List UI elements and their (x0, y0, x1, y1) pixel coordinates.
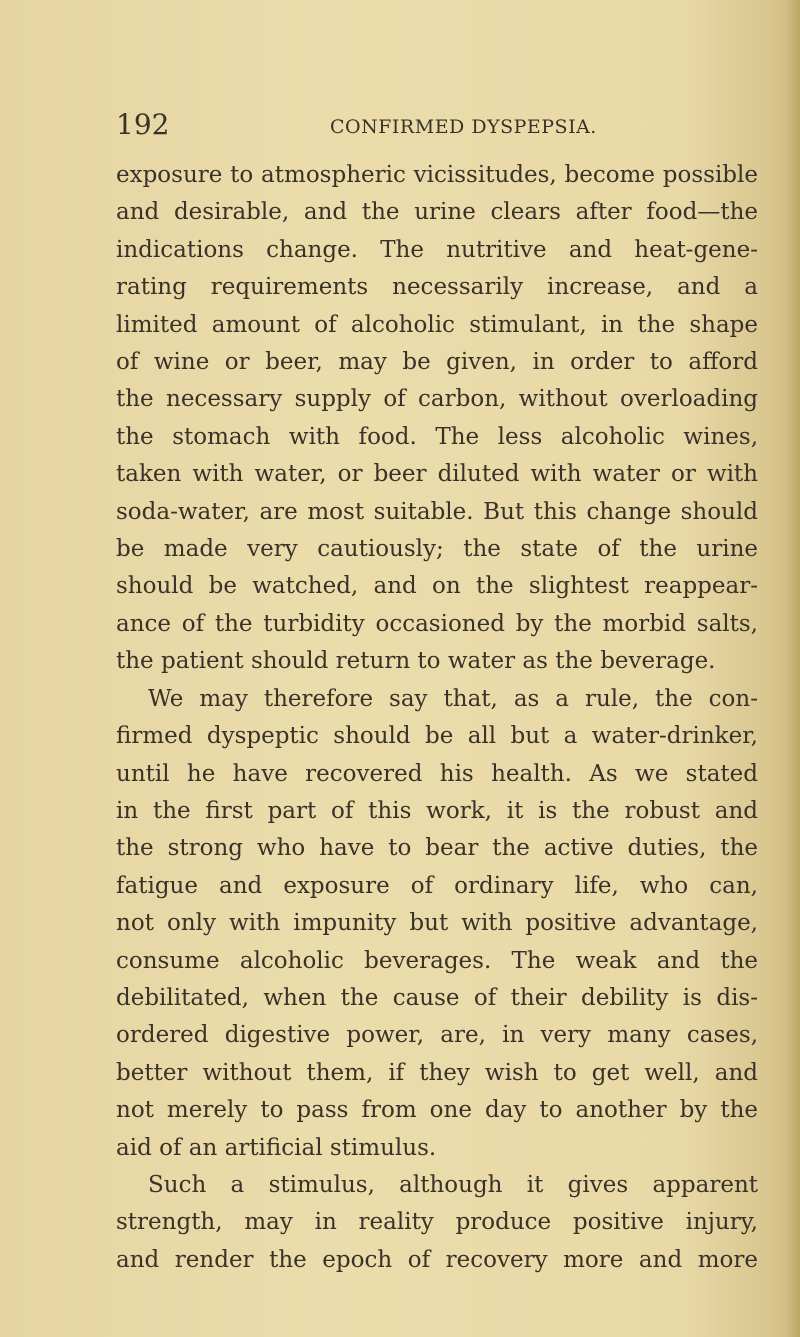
text-line: strength, may in reality produce positive injury, (116, 1209, 758, 1236)
text-line: taken with water, or beer diluted with water or with (116, 461, 758, 488)
text-line: ordered digestive power, are, in very many cases, (116, 1022, 758, 1049)
text-line: the stomach with food. The less alcoholic wines, (116, 423, 758, 450)
text-line: limited amount of alcoholic stimulant, in the shape (116, 311, 758, 338)
paragraph-start-line: We may therefore say that, as a rule, the con- (148, 685, 758, 712)
text-line: ance of the turbidity occasioned by the morbid salts, (116, 610, 758, 637)
text-line: indications change. The nutritive and heat-gene- (116, 236, 758, 263)
text-line: be made very cautiously; the state of the urine (116, 536, 758, 563)
body-text (116, 157, 758, 1279)
text-line: until he have recovered his health. As we stated (116, 760, 758, 787)
text-line: not only with impunity but with positive advantage, (116, 910, 758, 937)
running-title: CONFIRMED DYSPEPSIA. (330, 116, 597, 138)
text-line: firmed dyspeptic should be all but a water-drinker, (116, 723, 758, 750)
text-line: exposure to atmospheric vicissitudes, become possible (116, 162, 758, 188)
page-header (116, 105, 736, 145)
text-line: the necessary supply of carbon, without overloading (116, 386, 758, 413)
text-line: the strong who have to bear the active duties, the (116, 835, 758, 862)
text-line: in the first part of this work, it is the robust and (116, 797, 758, 824)
text-line: fatigue and exposure of ordinary life, who can, (116, 872, 758, 899)
text-line: consume alcoholic beverages. The weak and the (116, 947, 758, 974)
page-edge-shadow (786, 0, 800, 1337)
text-line: not merely to pass from one day to another by the (116, 1097, 758, 1124)
paragraph-end-line: aid of an artificial stimulus. (116, 1134, 437, 1161)
text-line: and render the epoch of recovery more and more (116, 1246, 758, 1273)
page-number: 192 (116, 108, 170, 141)
text-line: should be watched, and on the slightest reappear- (116, 573, 758, 600)
text-line: soda-water, are most suitable. But this change should (116, 498, 758, 525)
text-line: rating requirements necessarily increase, and a (116, 274, 758, 301)
paragraph-start-line: Such a stimulus, although it gives apparent (148, 1171, 758, 1198)
text-line: and desirable, and the urine clears after food—the (116, 199, 758, 226)
text-line: debilitated, when the cause of their debility is dis- (116, 984, 758, 1011)
text-line: of wine or beer, may be given, in order to afford (116, 349, 758, 376)
paragraph-end-line: the patient should return to water as the beverage. (116, 648, 716, 675)
text-line: better without them, if they wish to get well, and (116, 1059, 758, 1086)
